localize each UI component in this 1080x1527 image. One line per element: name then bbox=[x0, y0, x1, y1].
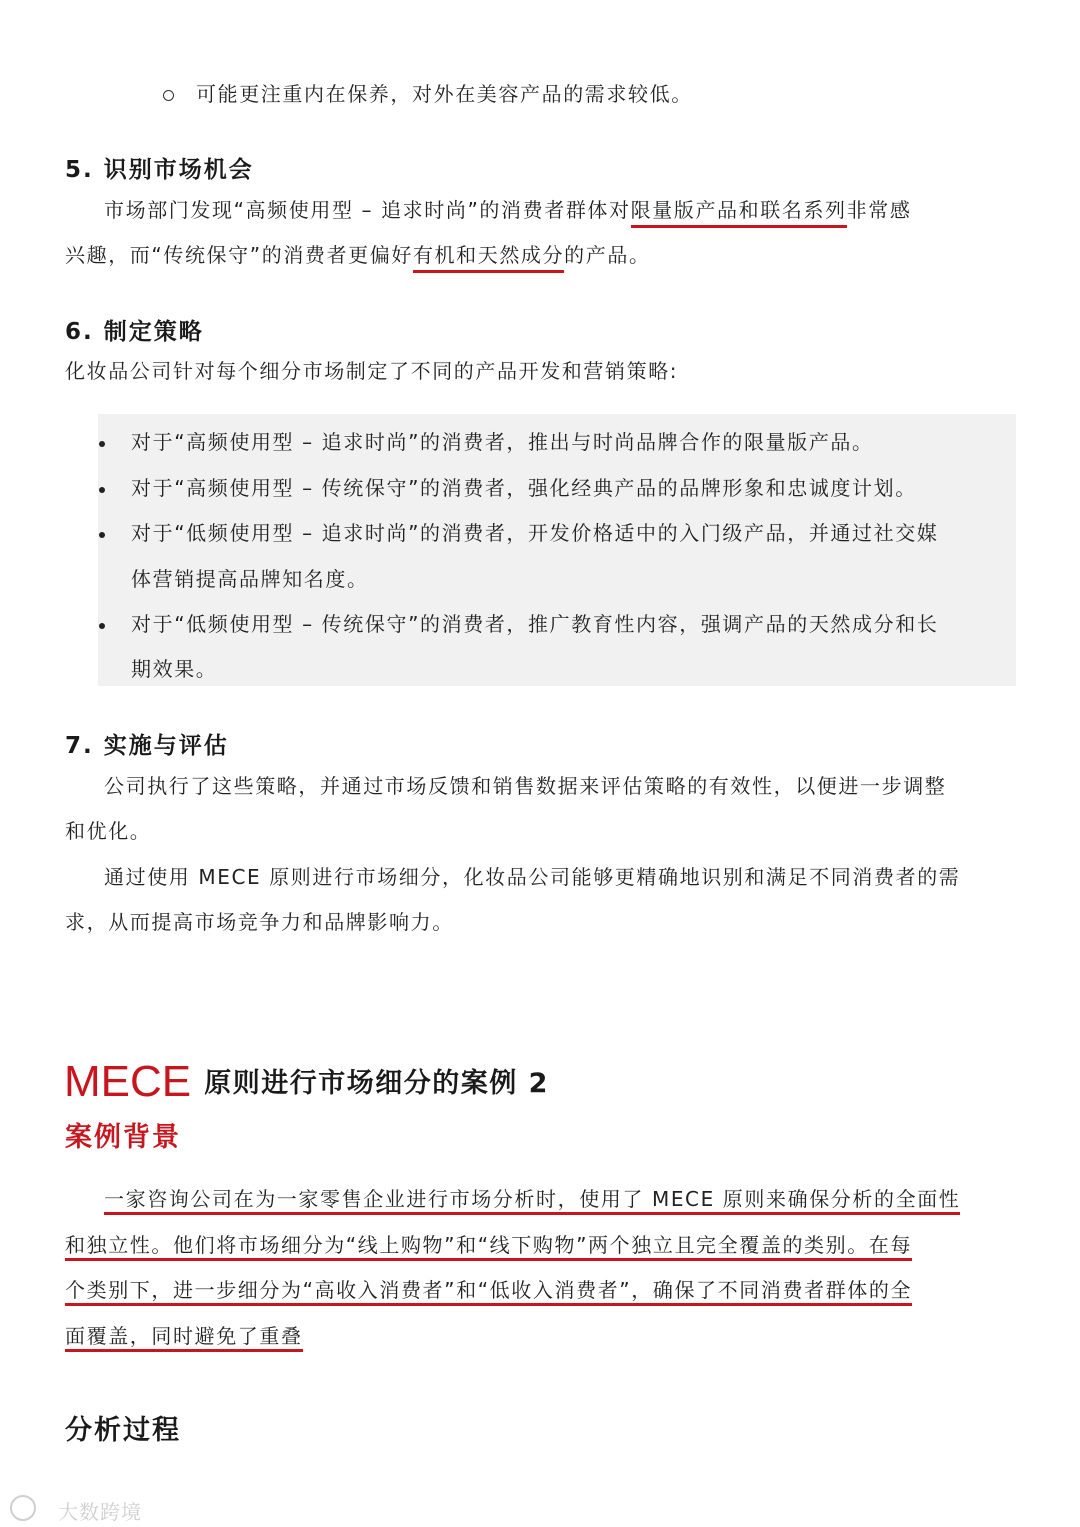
watermark-text: 大数跨境 bbox=[58, 1500, 142, 1524]
case-background-title: 案例背景 bbox=[65, 1122, 181, 1153]
case-bg-line-4: 面覆盖，同时避免了重叠 bbox=[65, 1326, 303, 1352]
case-bg-line-2: 和独立性。他们将市场细分为“线上购物”和“线下购物”两个独立且完全覆盖的类别。在每 bbox=[65, 1235, 912, 1261]
case-2-heading bbox=[64, 1057, 549, 1107]
mece-label: MECE bbox=[64, 1057, 192, 1106]
bullet-icon bbox=[99, 487, 105, 493]
analysis-title: 分析过程 bbox=[65, 1415, 181, 1446]
highlight-limited-edition: 限量版产品和联名系列 bbox=[631, 198, 847, 228]
bullet-icon bbox=[99, 532, 105, 538]
strategy-item-2: 对于“高频使用型 – 传统保守”的消费者，强化经典产品的品牌形象和忠诚度计划。 bbox=[131, 476, 917, 500]
section-7-p1-line-1: 公司执行了这些策略，并通过市场反馈和销售数据来评估策略的有效性，以便进一步调整 bbox=[104, 774, 947, 798]
bullet-icon bbox=[99, 441, 105, 447]
section-6-intro: 化妆品公司针对每个细分市场制定了不同的产品开发和营销策略: bbox=[65, 359, 679, 383]
watermark-logo-icon bbox=[10, 1495, 36, 1521]
s5-l1-end: 非常感 bbox=[846, 198, 912, 222]
strategy-item-1: 对于“高频使用型 – 追求时尚”的消费者，推出与时尚品牌合作的限量版产品。 bbox=[131, 430, 874, 454]
highlight-organic: 有机和天然成分 bbox=[413, 243, 564, 273]
strategy-item-4-line-2: 期效果。 bbox=[131, 657, 218, 681]
case-2-title: 原则进行市场细分的案例 2 bbox=[204, 1068, 549, 1099]
strategy-item-3-line-2: 体营销提高品牌知名度。 bbox=[131, 567, 369, 591]
section-7-p1-line-2: 和优化。 bbox=[65, 819, 152, 843]
case-bg-line-3: 个类别下，进一步细分为“高收入消费者”和“低收入消费者”，确保了不同消费者群体的全 bbox=[65, 1280, 912, 1306]
section-7-p2-line-2: 求，从而提高市场竞争力和品牌影响力。 bbox=[65, 910, 454, 934]
section-7-title: 7. 实施与评估 bbox=[65, 733, 229, 759]
hollow-bullet-icon bbox=[163, 90, 174, 101]
bullet-icon bbox=[99, 623, 105, 629]
section-5-title: 5. 识别市场机会 bbox=[65, 157, 254, 183]
sub-bullet-text: 可能更注重内在保养，对外在美容产品的需求较低。 bbox=[196, 82, 693, 106]
s5-l2-end: 的产品。 bbox=[564, 243, 651, 267]
s5-l2-text: 兴趣，而“传统保守”的消费者更偏好 bbox=[65, 243, 413, 267]
section-6-title: 6. 制定策略 bbox=[65, 319, 204, 345]
strategy-item-3-line-1: 对于“低频使用型 – 追求时尚”的消费者，开发价格适中的入门级产品，并通过社交媒 bbox=[131, 521, 939, 545]
strategy-item-4-line-1: 对于“低频使用型 – 传统保守”的消费者，推广教育性内容，强调产品的天然成分和长 bbox=[131, 612, 939, 636]
case-bg-line-1: 一家咨询公司在为一家零售企业进行市场分析时，使用了 MECE 原则来确保分析的全面性 bbox=[104, 1189, 960, 1215]
strategy-list-box bbox=[98, 414, 1016, 686]
s5-l1-text: 市场部门发现“高频使用型 – 追求时尚”的消费者群体对 bbox=[104, 198, 631, 222]
section-7-p2-line-1: 通过使用 MECE 原则进行市场细分，化妆品公司能够更精确地识别和满足不同消费者的需 bbox=[104, 865, 961, 889]
section-5-line-2 bbox=[65, 245, 651, 265]
section-5-line-1 bbox=[104, 200, 911, 220]
